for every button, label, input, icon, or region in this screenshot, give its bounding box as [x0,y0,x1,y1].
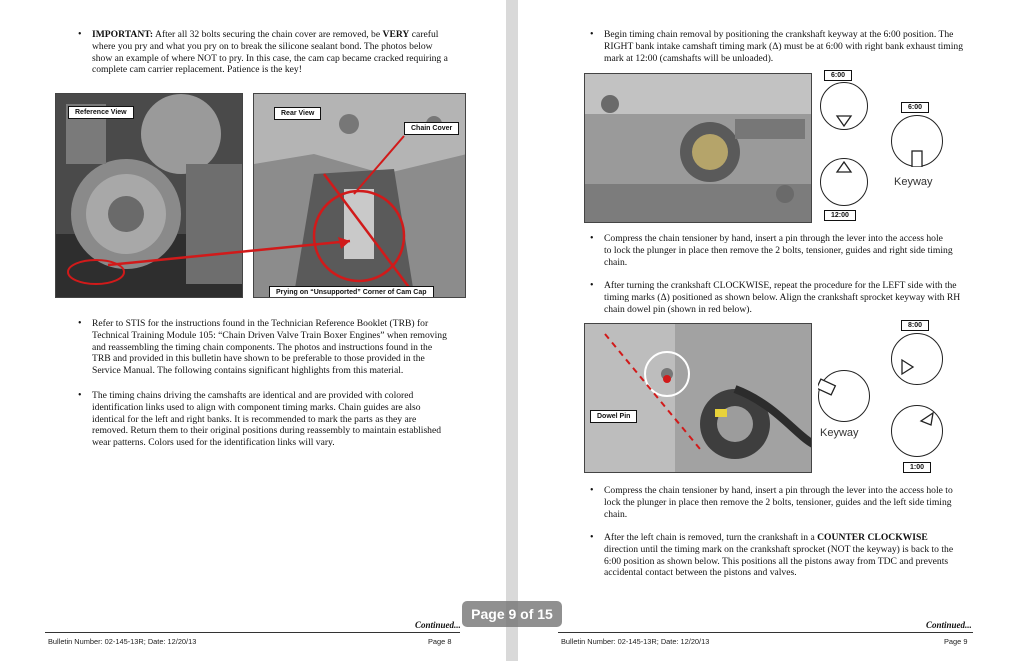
clock-label-6: 6:00 [824,70,852,81]
chain-cover-label: Chain Cover [404,122,459,135]
connector-arrow-icon [100,235,360,275]
compress-tensioner-bullet: • Compress the chain tensioner by hand, insert a pin through the lever into the access hole to lock the plunger in place then remove the 2 bolts, tensioner, guides and right side timing chain. [590,233,953,268]
page-gutter [506,0,518,661]
triangle-up-icon [820,158,868,206]
left-keyway-text: Keyway [820,427,859,439]
left-bank-graphic [585,324,812,473]
turn-clockwise-bullet: • After turning the crankshaft CLOCKWISE, repeat the procedure for the LEFT side with the timing marks (Δ) positioned as shown below. Align the crankshaft sprocket keyway with RH chain dowel pin (shown in red below). [590,280,961,315]
rear-view-label: Rear View [274,107,321,120]
right-bank-photo [584,73,812,223]
bulletin-number: Bulletin Number: 02-145-13R; Date: 12/20/13 [48,637,197,646]
page-indicator: Page 9 of 15 [462,601,562,627]
keyway-notch-icon [891,115,943,167]
footer-divider [45,632,460,633]
reference-view-label: Reference View [68,106,134,119]
page-number: Page 9 [944,637,968,646]
triangle-down-icon [820,82,868,130]
bullet-dot: • [78,29,82,40]
left-exhaust-cam-clock [891,405,943,457]
keyway-text: Keyway [894,176,933,188]
prying-label: Prying on “Unsupported” Corner of Cam Cap [269,286,434,298]
clock-label-1: 1:00 [903,462,931,473]
begin-removal-bullet: • Begin timing chain removal by positioning the crankshaft keyway at the 6:00 position. The RIGHT bank intake camshaft timing mark (Δ) must be at 6:00 with right bank exhaust timing mark at 12:00 (camshafts will be unloaded). [590,29,964,64]
exhaust-cam-clock [820,158,868,206]
timing-chains-bullet: • The timing chains driving the camshafts are identical and are provided with colored identification links used to align with component timing marks. Chain guides are also identical for the left and right banks. It is recommended to mark the parts as they are removed. Return them to their original positions during reassembly to maintain established wear patterns. Colors used for the identification links will vary. [78,390,442,449]
left-intake-cam-clock [891,333,943,385]
important-bullet: • IMPORTANT: After all 32 bolts securing the chain cover are removed, be VERY careful where you pry and what you pry on to break the silicone sealant bond. The photos below show an example of where NOT to pry. In this case, the cam cap became cracked requiring a complete cam carrier replacement. Patience is the key! [78,29,448,76]
continued-text: Continued... [415,620,461,630]
right-page [518,0,1024,661]
keyway-clock-label: 6:00 [901,102,929,113]
counter-clockwise-bullet: • After the left chain is removed, turn the crankshaft in a COUNTER CLOCKWISE direction until the timing mark on the crankshaft sprocket (NOT the keyway) is back to the 6:00 position as shown below. This positions all the pistons away from TDC and prevents accidental contact between the pistons and valves. [590,532,954,579]
clock-label-8: 8:00 [901,320,929,331]
footer-divider [558,632,973,633]
left-bank-photo [584,323,812,473]
right-bank-graphic [585,74,812,223]
refer-stis-bullet: • Refer to STIS for the instructions found in the Technician Reference Booklet (TRB) for Technical Training Module 105: “Chain Driven Valve Train Boxer Engines” when removing and reassembling the timing chain components. The photos and instructions found in the TRB and provided in this bulletin have shown to be preferable to those provided in the Service Manual. The following contains significant highlights from this material. [78,318,447,377]
bulletin-number: Bulletin Number: 02-145-13R; Date: 12/20/13 [561,637,710,646]
compress-left-tensioner-bullet: • Compress the chain tensioner by hand, insert a pin through the lever into the access hole to lock the plunger in place then remove the 2 bolts, tensioner, guides and the left side timing chain. [590,485,953,520]
left-page [0,0,506,661]
left-keyway-clock [818,370,870,422]
triangle-left-pointing-icon [891,333,943,385]
crankshaft-keyway-clock [891,115,943,167]
dowel-pin-label: Dowel Pin [590,410,637,423]
continued-text: Continued... [926,620,972,630]
important-label: IMPORTANT: [92,29,154,40]
page-number: Page 8 [428,637,452,646]
clock-label-12: 12:00 [824,210,856,221]
triangle-right-pointing-icon [891,405,943,457]
intake-cam-clock [820,82,868,130]
keyway-notch-angled-icon [818,370,870,422]
